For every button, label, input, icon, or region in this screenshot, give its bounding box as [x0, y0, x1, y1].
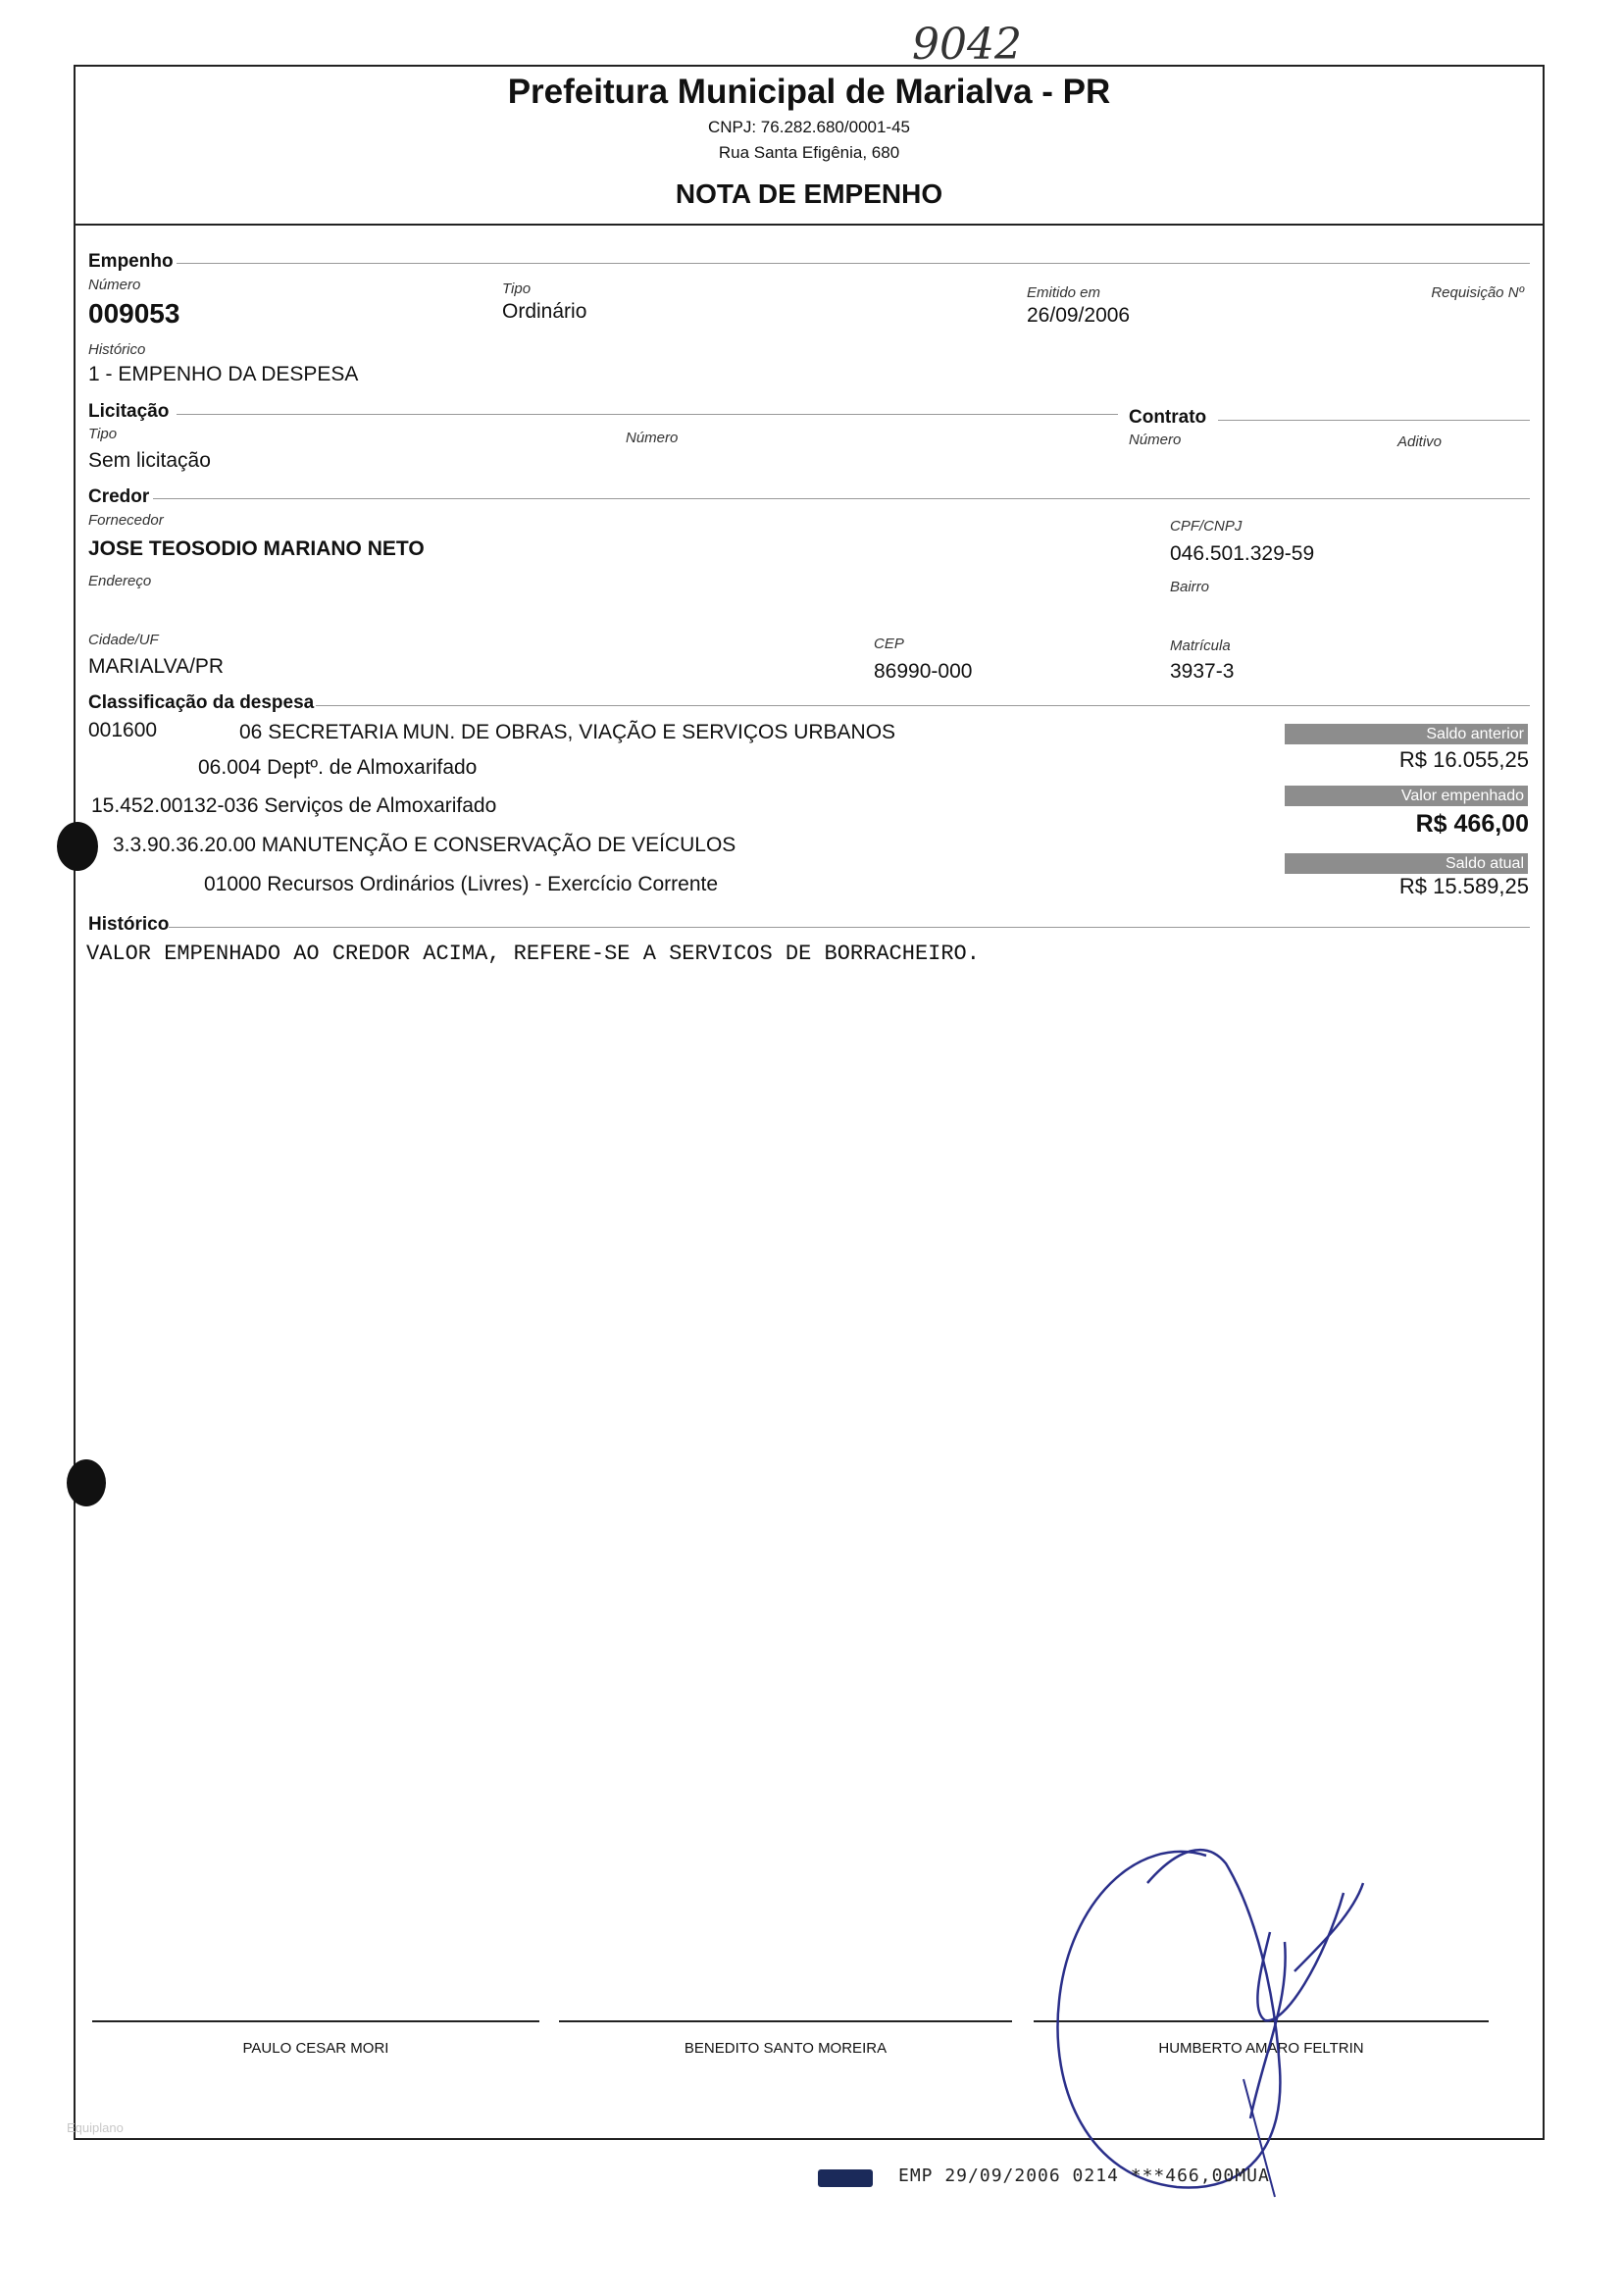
fornecedor-name: JOSE TEOSODIO MARIANO NETO	[88, 537, 425, 560]
organization-name: Prefeitura Municipal de Marialva - PR	[507, 73, 1111, 111]
punch-hole	[67, 1459, 106, 1506]
cnpj: CNPJ: 76.282.680/0001-45	[707, 118, 911, 136]
section-credor: Credor	[88, 486, 150, 507]
cep-value: 86990-000	[874, 660, 973, 683]
cidade-value: MARIALVA/PR	[88, 655, 225, 678]
contrato-numero-label: Número	[1129, 432, 1182, 448]
stamp-logo	[818, 2169, 873, 2187]
licitacao-numero-label: Número	[626, 430, 679, 446]
cep-label: CEP	[874, 636, 904, 652]
signatory-name: HUMBERTO AMARO FELTRIN	[1158, 2040, 1364, 2057]
saldo-atual-value: R$ 15.589,25	[1398, 874, 1529, 898]
numero-label: Número	[88, 277, 141, 293]
classificacao-code: 001600	[88, 719, 158, 741]
signature-line	[92, 2020, 539, 2022]
classificacao-secretaria: 06 SECRETARIA MUN. DE OBRAS, VIAÇÃO E SERVIÇOS URBANOS	[239, 721, 896, 743]
valor-empenhado-label: Valor empenhado	[1285, 786, 1528, 806]
section-rule	[316, 705, 1530, 706]
header-divider	[74, 224, 1545, 226]
handwritten-signature	[1030, 1824, 1393, 2217]
section-rule	[153, 498, 1530, 499]
section-rule	[1218, 420, 1530, 421]
saldo-anterior-value: R$ 16.055,25	[1398, 747, 1529, 772]
cpf-label: CPF/CNPJ	[1170, 518, 1243, 535]
endereco-label: Endereço	[88, 573, 152, 589]
empenho-tipo: Ordinário	[502, 300, 587, 323]
emitido-date: 26/09/2006	[1027, 304, 1131, 327]
protocol-stamp: EMP 29/09/2006 0214 ***466,00MUA	[898, 2166, 1270, 2186]
section-contrato: Contrato	[1129, 407, 1207, 428]
section-rule	[169, 927, 1530, 928]
valor-empenhado-value: R$ 466,00	[1415, 810, 1529, 838]
bairro-label: Bairro	[1170, 579, 1210, 595]
document-title: NOTA DE EMPENHO	[675, 178, 943, 209]
matricula-value: 3937-3	[1170, 660, 1235, 683]
licitacao-tipo: Sem licitação	[88, 449, 211, 472]
section-rule	[177, 414, 1118, 415]
address: Rua Santa Efigênia, 680	[718, 143, 900, 162]
signatory-name: PAULO CESAR MORI	[242, 2040, 389, 2057]
section-rule	[177, 263, 1530, 264]
classificacao-departamento: 06.004 Deptº. de Almoxarifado	[198, 756, 478, 779]
cidade-label: Cidade/UF	[88, 632, 159, 648]
handwritten-number: 9042	[912, 20, 1022, 70]
contrato-aditivo-label: Aditivo	[1397, 433, 1443, 450]
fornecedor-label: Fornecedor	[88, 512, 164, 529]
emitido-label: Emitido em	[1027, 284, 1101, 301]
tipo-label: Tipo	[502, 280, 532, 297]
licitacao-tipo-label: Tipo	[88, 426, 118, 442]
historico-text: VALOR EMPENHADO AO CREDOR ACIMA, REFERE-SE A SERVICOS DE BORRACHEIRO.	[86, 942, 980, 966]
matricula-label: Matrícula	[1170, 637, 1231, 654]
signatory-name: BENEDITO SANTO MOREIRA	[684, 2040, 888, 2057]
section-empenho: Empenho	[88, 251, 174, 272]
section-classificacao: Classificação da despesa	[88, 692, 315, 713]
empenho-historico: 1 - EMPENHO DA DESPESA	[88, 363, 359, 385]
historico-label: Histórico	[88, 341, 146, 358]
punch-hole	[57, 822, 98, 871]
signature-line	[559, 2020, 1012, 2022]
software-watermark: Equiplano	[67, 2120, 124, 2135]
empenho-number: 009053	[88, 298, 180, 329]
section-licitacao: Licitação	[88, 401, 170, 422]
classificacao-elemento: 3.3.90.36.20.00 MANUTENÇÃO E CONSERVAÇÃO DE VEÍCULOS	[113, 834, 736, 856]
section-historico: Histórico	[88, 914, 170, 935]
saldo-atual-label: Saldo atual	[1285, 853, 1528, 874]
cpf-value: 046.501.329-59	[1170, 542, 1315, 565]
saldo-anterior-label: Saldo anterior	[1285, 724, 1528, 744]
classificacao-programa: 15.452.00132-036 Serviços de Almoxarifado	[91, 794, 497, 817]
classificacao-recurso: 01000 Recursos Ordinários (Livres) - Exercício Corrente	[204, 873, 719, 895]
requisicao-label: Requisição Nº	[1431, 284, 1524, 301]
